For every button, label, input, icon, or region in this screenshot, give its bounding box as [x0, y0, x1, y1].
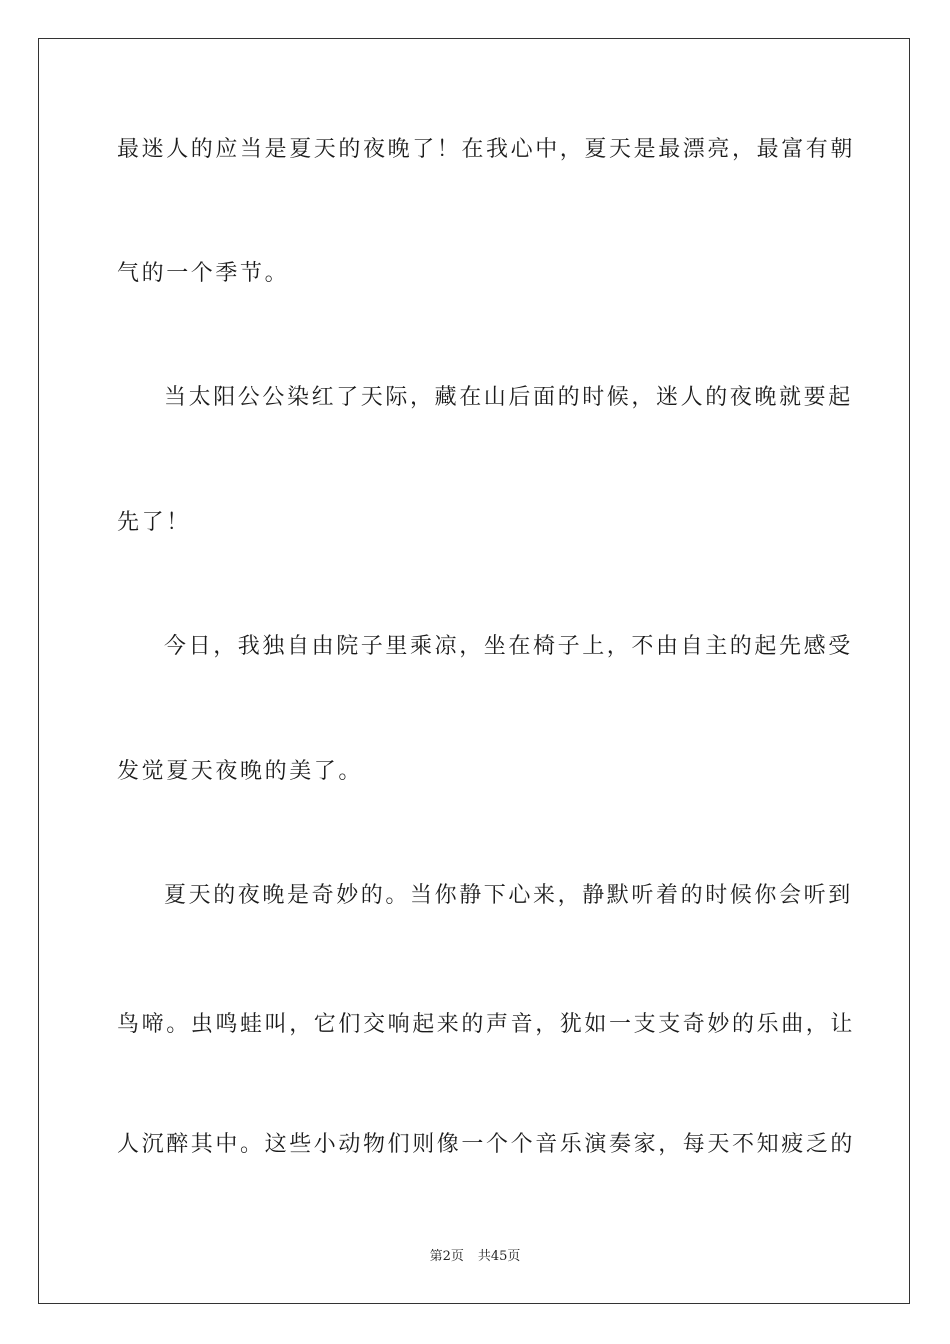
- paragraph-line-2: 气的一个季节。: [117, 261, 290, 286]
- page-total: 共45页: [477, 1249, 521, 1264]
- paragraph-line-1: 最迷人的应当是夏天的夜晚了！在我心中，夏天是最漂亮，最富有朝: [117, 137, 856, 162]
- paragraph-line-7: 夏天的夜晚是奇妙的。当你静下心来，静默听着的时候你会听到: [164, 883, 853, 908]
- paragraph-line-6: 发觉夏天夜晚的美了。: [117, 759, 364, 784]
- paragraph-line-3: 当太阳公公染红了天际，藏在山后面的时候，迷人的夜晚就要起: [164, 385, 853, 410]
- paragraph-line-9: 人沉醉其中。这些小动物们则像一个个音乐演奏家，每天不知疲乏的: [117, 1132, 856, 1157]
- paragraph-line-4: 先了！: [117, 510, 191, 535]
- paragraph-line-5: 今日，我独自由院子里乘凉，坐在椅子上，不由自主的起先感受: [164, 634, 853, 659]
- paragraph-line-8: 鸟啼。虫鸣蛙叫，它们交响起来的声音，犹如一支支奇妙的乐曲，让: [117, 1012, 856, 1037]
- page-footer: [0, 1248, 950, 1266]
- page-border: [38, 38, 910, 1304]
- page-number: 第2页: [429, 1249, 464, 1264]
